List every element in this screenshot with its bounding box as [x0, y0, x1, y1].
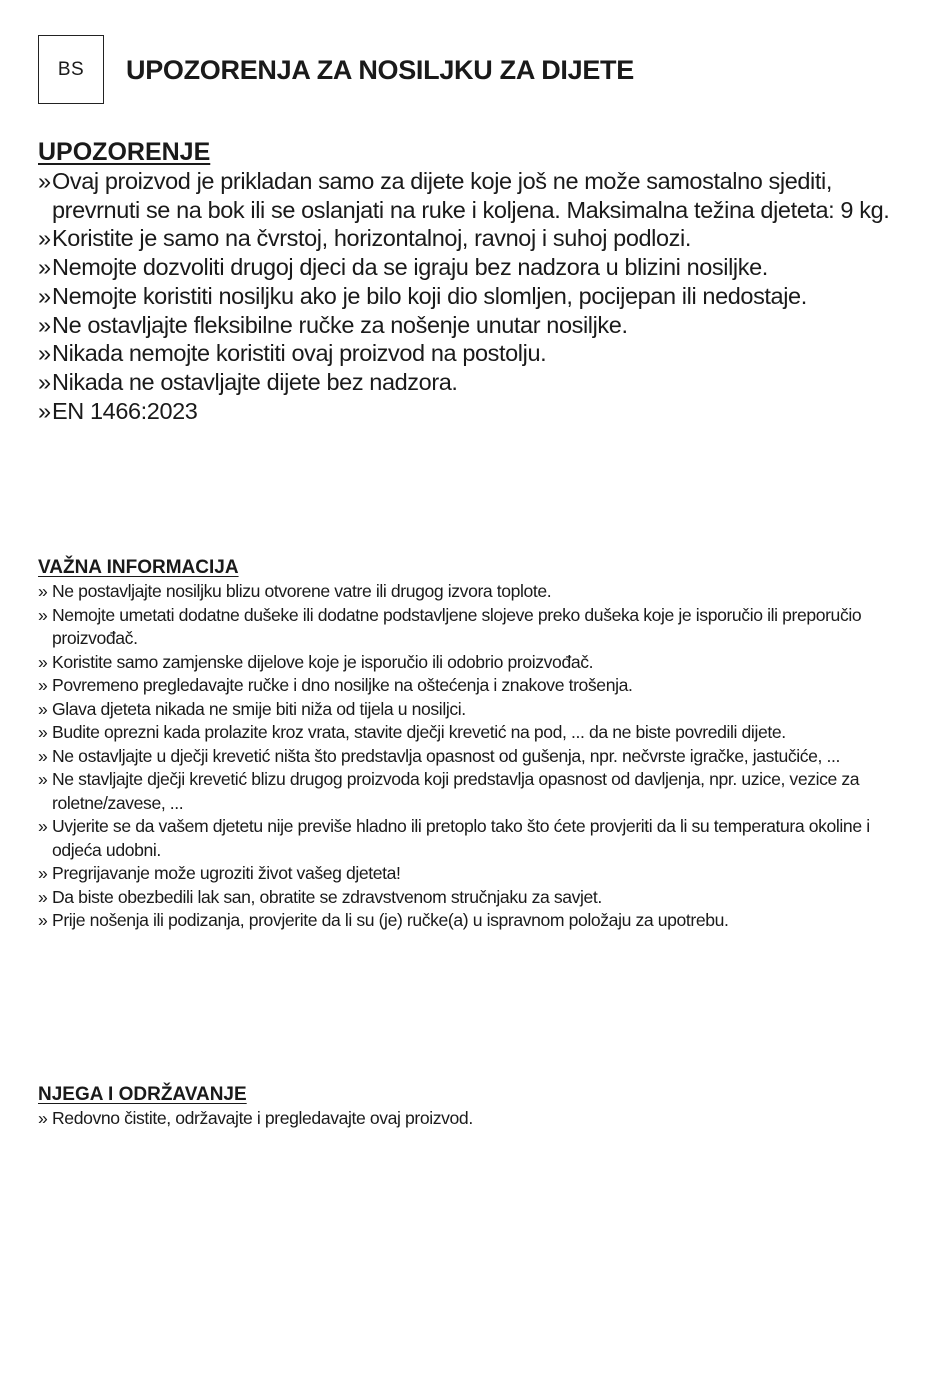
list-item: » Budite oprezni kada prolazite kroz vrata, stavite dječji krevetić na pod, ... da ne biste povredili dijete. — [38, 722, 786, 742]
care-heading: NJEGA I ODRŽAVANJE — [38, 1084, 247, 1105]
list-item: » Ne ostavljajte u dječji krevetić ništa što predstavlja opasnost od gušenja, npr. nečvrste igračke, jastučiće, ... — [38, 745, 840, 766]
list-item-text: Nemojte koristiti nosiljku ako je bilo koji dio slomljen, pocijepan ili nedostaje. — [52, 282, 807, 309]
page-title: UPOZORENJA ZA NOSILJKU ZA DIJETE — [126, 55, 634, 85]
list-item-text: Ne ostavljajte fleksibilne ručke za nošenje unutar nosiljke. — [52, 311, 628, 338]
language-badge: BS — [38, 35, 104, 104]
care-section — [38, 1083, 920, 1131]
list-item-text: Ne postavljajte nosiljku blizu otvorene vatre ili drugog izvora toplote. — [52, 581, 552, 601]
list-item: » Nemojte dozvoliti drugoj djeci da se igraju bez nadzora u blizini nosiljke. — [38, 254, 768, 281]
list-item: » Ovaj proizvod je prikladan samo za dijete koje još ne može samostalno sjediti, prevrnuti se na bok ili se oslanjati na ruke i koljena. Maksimalna težina djeteta: 9 kg. — [38, 168, 890, 223]
list-item: » Ne postavljajte nosiljku blizu otvorene vatre ili drugog izvora toplote. — [38, 581, 552, 601]
important-info-heading: VAŽNA INFORMACIJA — [38, 557, 239, 578]
list-item-text: Nemojte dozvoliti drugoj djeci da se igraju bez nadzora u blizini nosiljke. — [52, 254, 768, 281]
list-item-text: Povremeno pregledavajte ručke i dno nosiljke na oštećenja i znakove trošenja. — [52, 675, 633, 695]
list-item-text: Ne stavljajte dječji krevetić blizu drugog proizvoda koji predstavlja opasnost od davljenja, npr. uzice, vezice za roletne/zavese, ... — [52, 769, 860, 813]
list-item-text: Nikada nemojte koristiti ovaj proizvod na postolju. — [52, 340, 547, 367]
list-item: » EN 1466:2023 — [38, 397, 198, 424]
important-info-list — [38, 580, 920, 933]
list-item: » Glava djeteta nikada ne smije biti niža od tijela u nosiljci. — [38, 698, 466, 719]
warning-list — [38, 167, 920, 425]
list-item: » Ne ostavljajte fleksibilne ručke za nošenje unutar nosiljke. — [38, 311, 628, 338]
list-item-text: EN 1466:2023 — [52, 397, 198, 424]
list-item-text: Koristite samo zamjenske dijelove koje je isporučio ili odobrio proizvođač. — [52, 651, 594, 672]
list-item: » Uvjerite se da vašem djetetu nije previše hladno ili pretoplo tako što ćete provjeriti da li su temperatura okoline i odjeća udobni. — [38, 816, 870, 860]
list-item-text: Nemojte umetati dodatne dušeke ili dodatne podstavljene slojeve preko dušeka koje je isporučio ili preporučio proizvođač. — [52, 604, 862, 648]
list-item-text: Redovno čistite, održavajte i pregledavajte ovaj proizvod. — [52, 1108, 473, 1128]
warning-section — [38, 137, 920, 425]
list-item-text: Uvjerite se da vašem djetetu nije previše hladno ili pretoplo tako što ćete provjeriti da li su temperatura okoline i odjeća udobni. — [52, 816, 870, 860]
list-item-text: Ovaj proizvod je prikladan samo za dijete koje još ne može samostalno sjediti, prevrnuti se na bok ili se oslanjati na ruke i koljena. Maksimalna težina djeteta: 9 kg. — [52, 168, 890, 223]
list-item: » Pregrijavanje može ugroziti život vašeg djeteta! — [38, 863, 401, 883]
list-item: » Ne stavljajte dječji krevetić blizu drugog proizvoda koji predstavlja opasnost od davljenja, npr. uzice, vezice za roletne/zavese, ... — [38, 769, 860, 813]
care-list — [38, 1107, 920, 1131]
warning-heading: UPOZORENJE — [38, 138, 211, 166]
list-item: » Nikada nemojte koristiti ovaj proizvod na postolju. — [38, 340, 547, 367]
list-item: » Prije nošenja ili podizanja, provjerite da li su (je) ručke(a) u ispravnom položaju za upotrebu. — [38, 910, 729, 930]
list-item-text: Ne ostavljajte u dječji krevetić ništa što predstavlja opasnost od gušenja, npr. nečvrste igračke, jastučiće, ... — [52, 745, 840, 766]
list-item: » Nikada ne ostavljajte dijete bez nadzora. — [38, 368, 458, 395]
list-item: » Povremeno pregledavajte ručke i dno nosiljke na oštećenja i znakove trošenja. — [38, 675, 633, 695]
list-item: » Da biste obezbedili lak san, obratite se zdravstvenom stručnjaku za savjet. — [38, 886, 602, 907]
list-item: » Redovno čistite, održavajte i pregledavajte ovaj proizvod. — [38, 1108, 473, 1128]
important-info-section — [38, 556, 920, 933]
list-item-text: Prije nošenja ili podizanja, provjerite da li su (je) ručke(a) u ispravnom položaju za upotrebu. — [52, 910, 729, 930]
list-item-text: Pregrijavanje može ugroziti život vašeg djeteta! — [52, 863, 401, 883]
list-item-text: Koristite je samo na čvrstoj, horizontalnoj, ravnoj i suhoj podlozi. — [52, 225, 691, 252]
list-item: » Koristite je samo na čvrstoj, horizontalnoj, ravnoj i suhoj podlozi. — [38, 225, 691, 252]
list-item: » Koristite samo zamjenske dijelove koje je isporučio ili odobrio proizvođač. — [38, 651, 594, 672]
list-item-text: Budite oprezni kada prolazite kroz vrata, stavite dječji krevetić na pod, ... da ne biste povredili dijete. — [52, 722, 786, 742]
list-item-text: Glava djeteta nikada ne smije biti niža od tijela u nosiljci. — [52, 698, 466, 719]
list-item-text: Da biste obezbedili lak san, obratite se zdravstvenom stručnjaku za savjet. — [52, 886, 602, 907]
list-item-text: Nikada ne ostavljajte dijete bez nadzora. — [52, 368, 458, 395]
list-item: » Nemojte umetati dodatne dušeke ili dodatne podstavljene slojeve preko dušeka koje je isporučio ili preporučio proizvođač. — [38, 604, 862, 648]
list-item: » Nemojte koristiti nosiljku ako je bilo koji dio slomljen, pocijepan ili nedostaje. — [38, 282, 807, 309]
